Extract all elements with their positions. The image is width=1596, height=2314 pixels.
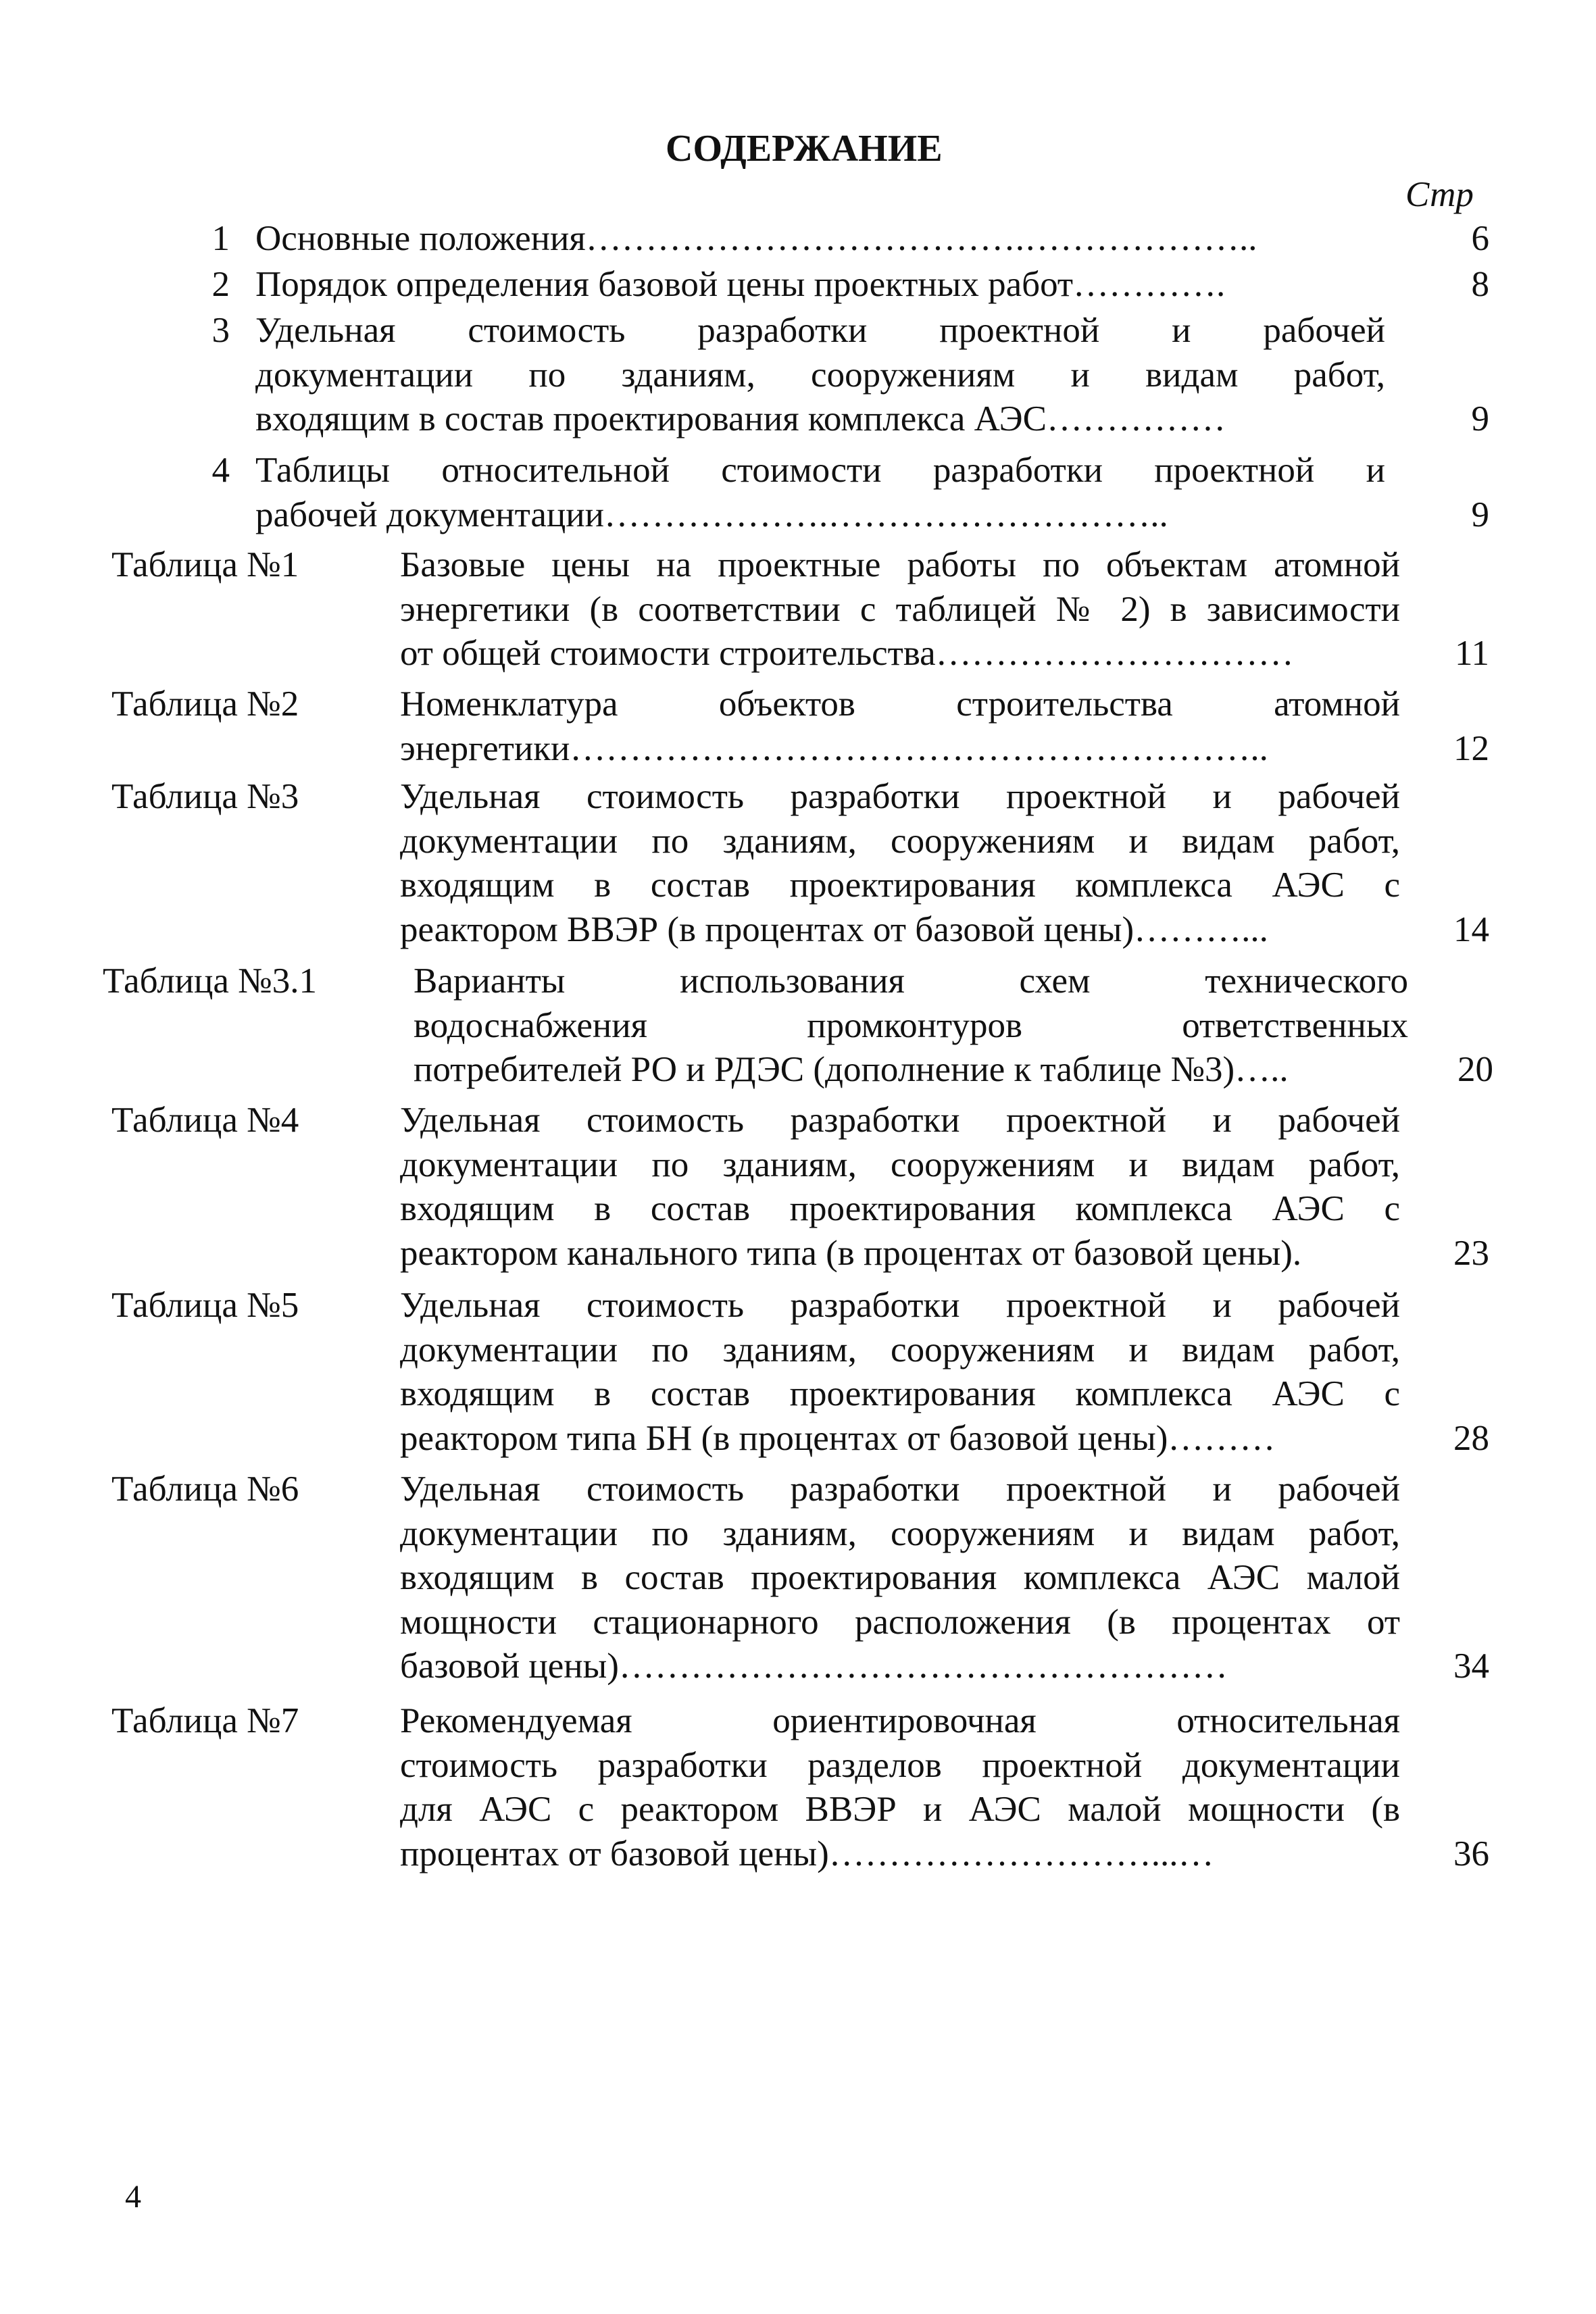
- table-page-number: 28: [1453, 1418, 1489, 1458]
- section-page-number: 9: [1471, 399, 1489, 438]
- table-title-line: Удельная стоимость разработки проектной и рабочей: [400, 1469, 1400, 1509]
- table-title-line: энергетики (в соответствии с таблицей № 2) в зависимости: [400, 589, 1400, 629]
- table-title-line: входящим в состав проектирования комплекса АЭС с: [400, 1189, 1400, 1228]
- table-label: Таблица №3: [111, 777, 299, 816]
- section-page-number: 6: [1471, 219, 1489, 258]
- page-title: СОДЕРЖАНИЕ: [666, 128, 943, 170]
- table-title-line: мощности стационарного расположения (в процентах от: [400, 1602, 1400, 1642]
- section-title-line: Таблицы относительной стоимости разработки проектной и: [255, 451, 1385, 490]
- table-title-line: входящим в состав проектирования комплекса АЭС малой: [400, 1558, 1400, 1597]
- table-title-line: потребителей РО и РДЭС (дополнение к таблице №3)…..: [414, 1050, 1289, 1089]
- table-page-number: 34: [1453, 1646, 1489, 1686]
- section-title-line: рабочей документации……………….………………………..: [255, 495, 1168, 534]
- table-page-number: 12: [1453, 728, 1489, 768]
- section-title-line: Порядок определения базовой цены проектных работ………….: [255, 265, 1226, 304]
- section-title-line: входящим в состав проектирования комплекса АЭС……………: [255, 399, 1226, 438]
- table-page-number: 23: [1453, 1233, 1489, 1273]
- table-title-line: документации по зданиям, сооружениям и видам работ,: [400, 1513, 1400, 1553]
- section-title-line: Основные положения……………………………….………………..: [255, 219, 1257, 258]
- table-title-line: Удельная стоимость разработки проектной и рабочей: [400, 1286, 1400, 1325]
- table-label: Таблица №1: [111, 545, 299, 584]
- table-title-line: от общей стоимости строительства…………………………: [400, 634, 1294, 673]
- section-page-number: 9: [1471, 495, 1489, 534]
- table-page-number: 36: [1453, 1834, 1489, 1873]
- section-number: 1: [211, 219, 230, 258]
- section-number: 3: [211, 311, 230, 350]
- table-title-line: реактором ВВЭР (в процентах от базовой цены)………...: [400, 909, 1268, 949]
- page-column-header: Стр: [1405, 175, 1474, 214]
- table-label: Таблица №3.1: [103, 961, 317, 1001]
- table-title-line: документации по зданиям, сооружениям и видам работ,: [400, 821, 1400, 861]
- table-title-line: Варианты использования схем технического: [414, 961, 1408, 1001]
- table-title-line: входящим в состав проектирования комплекса АЭС с: [400, 865, 1400, 905]
- table-title-line: документации по зданиям, сооружениям и видам работ,: [400, 1145, 1400, 1184]
- section-title-line: документации по зданиям, сооружениям и видам работ,: [255, 355, 1385, 395]
- table-title-line: входящим в состав проектирования комплекса АЭС с: [400, 1374, 1400, 1413]
- section-number: 2: [211, 265, 230, 304]
- table-title-line: Рекомендуемая ориентировочная относительная: [400, 1701, 1400, 1740]
- table-title-line: стоимость разработки разделов проектной документации: [400, 1745, 1400, 1785]
- footer-page-number: 4: [125, 2179, 141, 2215]
- table-page-number: 11: [1454, 634, 1489, 673]
- table-title-line: реактором типа БН (в процентах от базовой цены)………: [400, 1418, 1276, 1458]
- table-title-line: базовой цены)……………………………………………: [400, 1646, 1228, 1686]
- table-title-line: Удельная стоимость разработки проектной и рабочей: [400, 1101, 1400, 1140]
- section-title-line: Удельная стоимость разработки проектной и рабочей: [255, 311, 1385, 350]
- table-label: Таблица №4: [111, 1101, 299, 1140]
- table-label: Таблица №5: [111, 1286, 299, 1325]
- table-page-number: 20: [1457, 1050, 1493, 1089]
- table-title-line: водоснабжения промконтуров ответственных: [414, 1005, 1408, 1045]
- table-title-line: энергетики…………………………………………………..: [400, 728, 1268, 768]
- table-page-number: 14: [1453, 909, 1489, 949]
- table-title-line: Номенклатура объектов строительства атомной: [400, 684, 1400, 724]
- table-title-line: Базовые цены на проектные работы по объектам атомной: [400, 545, 1400, 584]
- section-page-number: 8: [1471, 265, 1489, 304]
- section-number: 4: [211, 451, 230, 490]
- table-label: Таблица №7: [111, 1701, 299, 1740]
- table-title-line: для АЭС с реактором ВВЭР и АЭС малой мощности (в: [400, 1790, 1400, 1829]
- table-label: Таблица №2: [111, 684, 299, 724]
- table-title-line: документации по зданиям, сооружениям и видам работ,: [400, 1330, 1400, 1369]
- table-title-line: Удельная стоимость разработки проектной и рабочей: [400, 777, 1400, 816]
- table-title-line: процентах от базовой цены)………………………...…: [400, 1834, 1214, 1873]
- table-label: Таблица №6: [111, 1469, 299, 1509]
- table-title-line: реактором канального типа (в процентах от базовой цены).: [400, 1233, 1302, 1273]
